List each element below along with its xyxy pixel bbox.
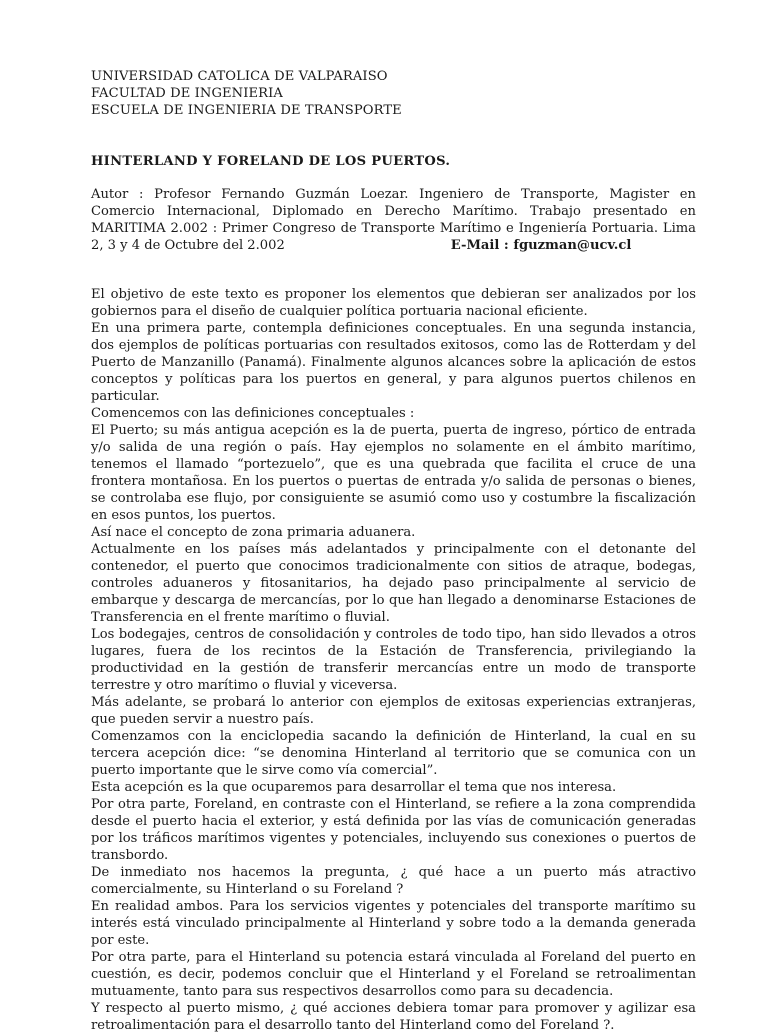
paragraph: Los bodegajes, centros de consolidación y controles de todo tipo, han sido llevados a otros lugares, fuera de los recintos de la Estación de Transferencia, privilegiando la productividad en la gestión de transferir mercancías entre un modo de transporte terrestre y otro marítimo o fluvial y viceversa. <box>91 627 696 693</box>
author-block <box>91 186 696 254</box>
paragraph: Así nace el concepto de zona primaria aduanera. <box>91 525 416 540</box>
paragraph: Esta acepción es la que ocuparemos para desarrollar el tema que nos interesa. <box>91 780 617 795</box>
paragraph: En una primera parte, contempla definiciones conceptuales. En una segunda instancia, dos ejemplos de políticas portuarias con resultados exitosos, como las de Rotterdam y del Puerto de Manzanillo (Panamá). Finalmente algunos alcances sobre la aplicación de estos conceptos y políticas para los puertos en general, y para algunos puertos chilenos en particular. <box>91 321 696 404</box>
document-page <box>91 68 696 1034</box>
body-text <box>91 286 696 1034</box>
paragraph: Y respecto al puerto mismo, ¿ qué acciones debiera tomar para promover y agilizar esa retroalimentación para el desarrollo tanto del Hinterland como del Foreland ?. <box>91 1001 696 1033</box>
paragraph: Actualmente en los países más adelantados y principalmente con el detonante del contenedor, el puerto que conocimos tradicionalmente con sitios de atraque, bodegas, controles aduaneros y fitosanitarios, ha dejado paso principalmente al servicio de embarque y descarga de mercancías, por lo que han llegado a denominarse Estaciones de Transferencia en el frente marítimo o fluvial. <box>91 542 696 625</box>
institution-header <box>91 68 696 119</box>
document-title: HINTERLAND Y FORELAND DE LOS PUERTOS. <box>91 154 451 169</box>
paragraph: Comenzamos con la enciclopedia sacando la definición de Hinterland, la cual en su tercera acepción dice: “se denomina Hinterland al territorio que se comunica con un puerto importante que le sirve como vía comercial”. <box>91 729 696 778</box>
paragraph: Más adelante, se probará lo anterior con ejemplos de exitosas experiencias extranjeras, que pueden servir a nuestro país. <box>91 695 696 727</box>
paragraph: Por otra parte, para el Hinterland su potencia estará vinculada al Foreland del puerto en cuestión, es decir, podemos concluir que el Hinterland y el Foreland se retroalimentan mutuamente, tanto para sus respectivos desarrollos como para su decadencia. <box>91 950 696 999</box>
paragraph: En realidad ambos. Para los servicios vigentes y potenciales del transporte marítimo su interés está vinculado principalmente al Hinterland y sobre todo a la demanda generada por este. <box>91 899 696 948</box>
faculty-name: FACULTAD DE INGENIERIA <box>91 86 283 101</box>
university-name: UNIVERSIDAD CATOLICA DE VALPARAISO <box>91 69 388 84</box>
paragraph: El objetivo de este texto es proponer los elementos que debieran ser analizados por los gobiernos para el diseño de cualquier política portuaria nacional eficiente. <box>91 287 696 319</box>
author-email: E-Mail : fguzman@ucv.cl <box>450 238 632 253</box>
paragraph: El Puerto; su más antigua acepción es la de puerta, puerta de ingreso, pórtico de entrada y/o salida de una región o país. Hay ejemplos no solamente en el ámbito marítimo, tenemos el llamado “portezuelo”, que es una quebrada que facilita el cruce de una frontera montañosa. En los puertos o puertas de entrada y/o salida de personas o bienes, se controlaba ese flujo, por consiguiente se asumió como uso y costumbre la fiscalización en esos puntos, los puertos. <box>91 423 696 523</box>
paragraph: Comencemos con las definiciones conceptuales : <box>91 406 415 421</box>
school-name: ESCUELA DE INGENIERIA DE TRANSPORTE <box>91 103 402 118</box>
paragraph: Por otra parte, Foreland, en contraste con el Hinterland, se refiere a la zona comprendida desde el puerto hacia el exterior, y está definida por las vías de comunicación generadas por los tráficos marítimos vigentes y potenciales, incluyendo sus conexiones o puertos de transbordo. <box>91 797 696 863</box>
paragraph: De inmediato nos hacemos la pregunta, ¿ qué hace a un puerto más atractivo comercialmente, su Hinterland o su Foreland ? <box>91 865 696 897</box>
author-text: Autor : Profesor Fernando Guzmán Loezar. Ingeniero de Transporte, Magister en Comercio Internacional, Diplomado en Derecho Marítimo. Trabajo presentado en MARITIMA 2.002 : Primer Congreso de Transporte Marítimo e Ingeniería Portuaria. Lima 2, 3 y 4 de Octubre del 2.002 <box>91 187 696 253</box>
